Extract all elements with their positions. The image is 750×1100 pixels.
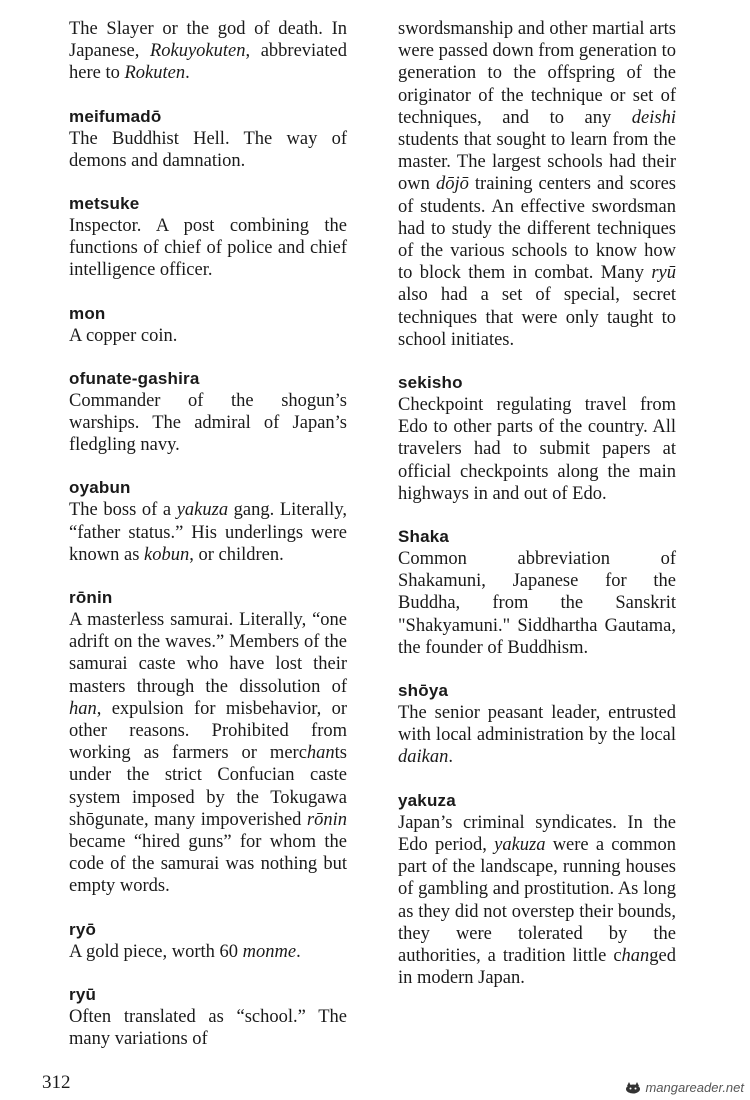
entry-term: oyabun <box>69 478 131 498</box>
entry-term: shōya <box>398 681 449 701</box>
glossary-entry <box>69 193 347 282</box>
entry-term: ofunate-gashira <box>69 368 200 388</box>
entry-term: rōnin <box>69 588 113 608</box>
glossary-entry <box>398 790 676 990</box>
entry-definition: The senior peasant leader, entrusted with local administration by the local daikan. <box>398 703 676 768</box>
entry-term: ryō <box>69 919 97 939</box>
entry-term: Shaka <box>398 527 450 547</box>
glossary-entry <box>69 984 347 1050</box>
entry-term: metsuke <box>69 194 140 214</box>
entry-definition: A masterless samurai. Literally, “one adrift on the waves.” Members of the samurai caste who have lost their masters through the dissolution of han, expulsion for misbehavior, or other reasons. Prohibited from working as farmers or merchants under the strict Confucian caste system imposed by the Tokugawa shōgunate, many impoverished rōnin became “hired guns” for whom the code of the samurai was nothing but empty words. <box>69 610 347 897</box>
entry-definition: Inspector. A post combining the functions of chief of police and chief intelligence officer. <box>69 216 347 281</box>
right-column <box>398 18 676 1010</box>
entry-term: ryū <box>69 984 97 1004</box>
glossary-entry <box>69 368 347 457</box>
continued-definition: swordsmanship and other martial arts were passed down from generation to generation to the offspring of the originator of the technique or set of techniques, and to any deishi students that sought to learn from the master. The largest schools had their own dōjō training centers and scores of students. An effective swordsman had to study the different techniques of the various schools to know how to block them in combat. Many ryū also had a set of special, secret techniques that were only taught to school initiates. <box>398 19 676 350</box>
page-number: 312 <box>42 1072 71 1093</box>
entry-definition: Common abbreviation of Shakamuni, Japanese for the Buddha, from the Sanskrit "Shakyamuni." Siddhartha Gautama, the founder of Buddhism. <box>398 549 676 658</box>
entry-term: sekisho <box>398 373 463 393</box>
glossary-entry <box>69 18 347 85</box>
entry-term: meifumadō <box>69 106 162 126</box>
entry-definition: The Slayer or the god of death. In Japanese, Rokuyokuten, abbreviated here to Rokuten. <box>69 19 347 84</box>
cat-logo-icon <box>624 1082 642 1094</box>
watermark-text: mangareader.net <box>645 1080 744 1095</box>
watermark <box>624 1080 744 1095</box>
entry-definition: Often translated as “school.” The many variations of <box>69 1006 347 1050</box>
entry-term: mon <box>69 303 106 323</box>
glossary-entry <box>69 106 347 172</box>
entry-definition: The Buddhist Hell. The way of demons and damnation. <box>69 128 347 171</box>
glossary-entry <box>398 372 676 505</box>
entry-definition: A gold piece, worth 60 monme. <box>69 941 301 962</box>
entry-definition: Checkpoint regulating travel from Edo to other parts of the country. All travelers had to submit papers at official checkpoints along the main highways in and out of Edo. <box>398 395 676 504</box>
entry-definition: A copper coin. <box>69 325 178 346</box>
glossary-entry <box>398 526 676 659</box>
glossary-entry <box>69 303 347 347</box>
entry-definition: Japan’s criminal syndicates. In the Edo period, yakuza were a common part of the landscape, running houses of gambling and prostitution. As long as they did not overstep their bounds, they were tolerated by the authorities, a tradition little changed in modern Japan. <box>398 812 676 989</box>
glossary-entry <box>398 680 676 769</box>
entry-definition: Commander of the shogun’s warships. The admiral of Japan’s fledgling navy. <box>69 390 347 456</box>
glossary-entry <box>69 919 347 963</box>
glossary-entry <box>69 477 347 566</box>
entry-definition: The boss of a yakuza gang. Literally, “father status.” His underlings were known as kobun, or children. <box>69 500 347 565</box>
left-column <box>69 18 347 1071</box>
entry-term: yakuza <box>398 790 456 810</box>
glossary-entry <box>69 587 347 898</box>
